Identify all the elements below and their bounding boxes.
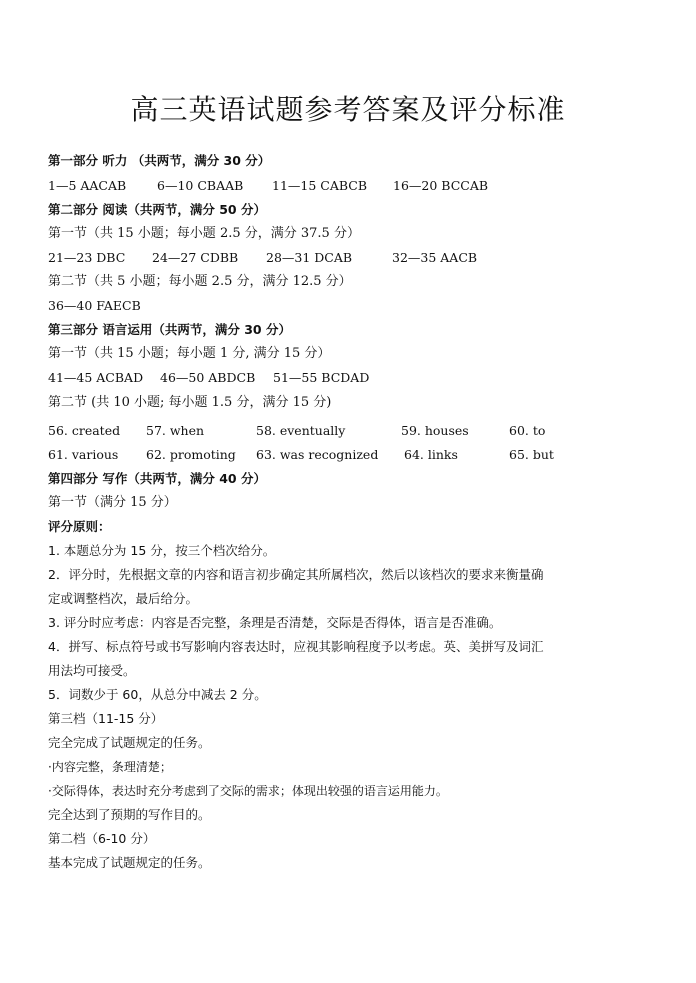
part2-answer: 21—23 DBC: [48, 250, 126, 265]
part2-answer: 32—35 AACB: [392, 250, 478, 265]
tier3-line: ·内容完整，条理清楚；: [48, 760, 172, 774]
principle-line: 用法均可接受。: [48, 663, 136, 678]
part3-answer: 41—45 ACBAD: [48, 370, 144, 385]
part1-answer: 6—10 CBAAB: [157, 178, 244, 193]
tier3-heading: 第三档（11-15 分）: [48, 711, 164, 726]
page-title: 高三英语试题参考答案及评分标准: [130, 93, 566, 126]
principles-heading: 评分原则：: [48, 519, 111, 534]
tier2-heading: 第二档（6-10 分）: [48, 831, 156, 846]
cloze-answer: 62. promoting: [146, 447, 236, 462]
cloze-answer: 59. houses: [401, 423, 469, 438]
part3-section1-heading: 第一节（共 15 小题；每小题 1 分, 满分 15 分）: [48, 346, 331, 361]
cloze-answer: 63. was recognized: [256, 447, 379, 462]
cloze-answer: 61. various: [48, 447, 119, 462]
principle-line: 4．拼写、标点符号或书写影响内容表达时，应视其影响程度予以考虑。英、美拼写及词汇: [48, 639, 544, 654]
part2-section1-heading: 第一节（共 15 小题；每小题 2.5 分，满分 37.5 分）: [48, 226, 360, 241]
tier3-line: 完全达到了预期的写作目的。: [48, 807, 211, 822]
cloze-answer: 64. links: [404, 447, 458, 462]
part2-answer: 36—40 FAECB: [48, 298, 141, 313]
part1-answer: 11—15 CABCB: [272, 178, 368, 193]
part1-answer: 1—5 AACAB: [48, 178, 127, 193]
cloze-answer: 60. to: [509, 423, 546, 438]
part1-heading: 第一部分 听力 （共两节，满分 30 分）: [48, 153, 271, 168]
tier3-line: ·交际得体，表达时充分考虑到了交际的需求；体现出较强的语言运用能力。: [48, 784, 448, 798]
part4-section1-heading: 第一节（满分 15 分）: [48, 495, 177, 510]
principle-line: 3. 评分时应考虑：内容是否完整，条理是否清楚，交际是否得体，语言是否准确。: [48, 615, 502, 630]
part3-answer: 51—55 BCDAD: [273, 370, 370, 385]
principle-line: 2．评分时，先根据文章的内容和语言初步确定其所属档次，然后以该档次的要求来衡量确: [48, 567, 544, 582]
principle-line: 1. 本题总分为 15 分，按三个档次给分。: [48, 543, 276, 558]
part4-heading: 第四部分 写作（共两节，满分 40 分）: [48, 471, 266, 486]
cloze-answer: 65. but: [509, 447, 554, 462]
part1-answer: 16—20 BCCAB: [393, 178, 489, 193]
tier3-line: 完全完成了试题规定的任务。: [48, 735, 211, 750]
cloze-answer: 57. when: [146, 423, 205, 438]
tier2-line: 基本完成了试题规定的任务。: [48, 855, 211, 870]
part3-answer: 46—50 ABDCB: [160, 370, 256, 385]
cloze-answer: 58. eventually: [256, 423, 346, 438]
part2-heading: 第二部分 阅读（共两节，满分 50 分）: [48, 202, 266, 217]
part3-heading: 第三部分 语言运用（共两节，满分 30 分）: [48, 322, 291, 337]
principle-line: 5．词数少于 60，从总分中减去 2 分。: [48, 687, 267, 702]
principle-line: 定或调整档次，最后给分。: [48, 591, 199, 606]
part2-section2-heading: 第二节（共 5 小题；每小题 2.5 分，满分 12.5 分）: [48, 274, 352, 289]
part2-answer: 28—31 DCAB: [266, 250, 353, 265]
part2-answer: 24—27 CDBB: [152, 250, 239, 265]
part3-section2-heading: 第二节 (共 10 小题; 每小题 1.5 分，满分 15 分): [48, 395, 332, 410]
cloze-answer: 56. created: [48, 423, 121, 438]
